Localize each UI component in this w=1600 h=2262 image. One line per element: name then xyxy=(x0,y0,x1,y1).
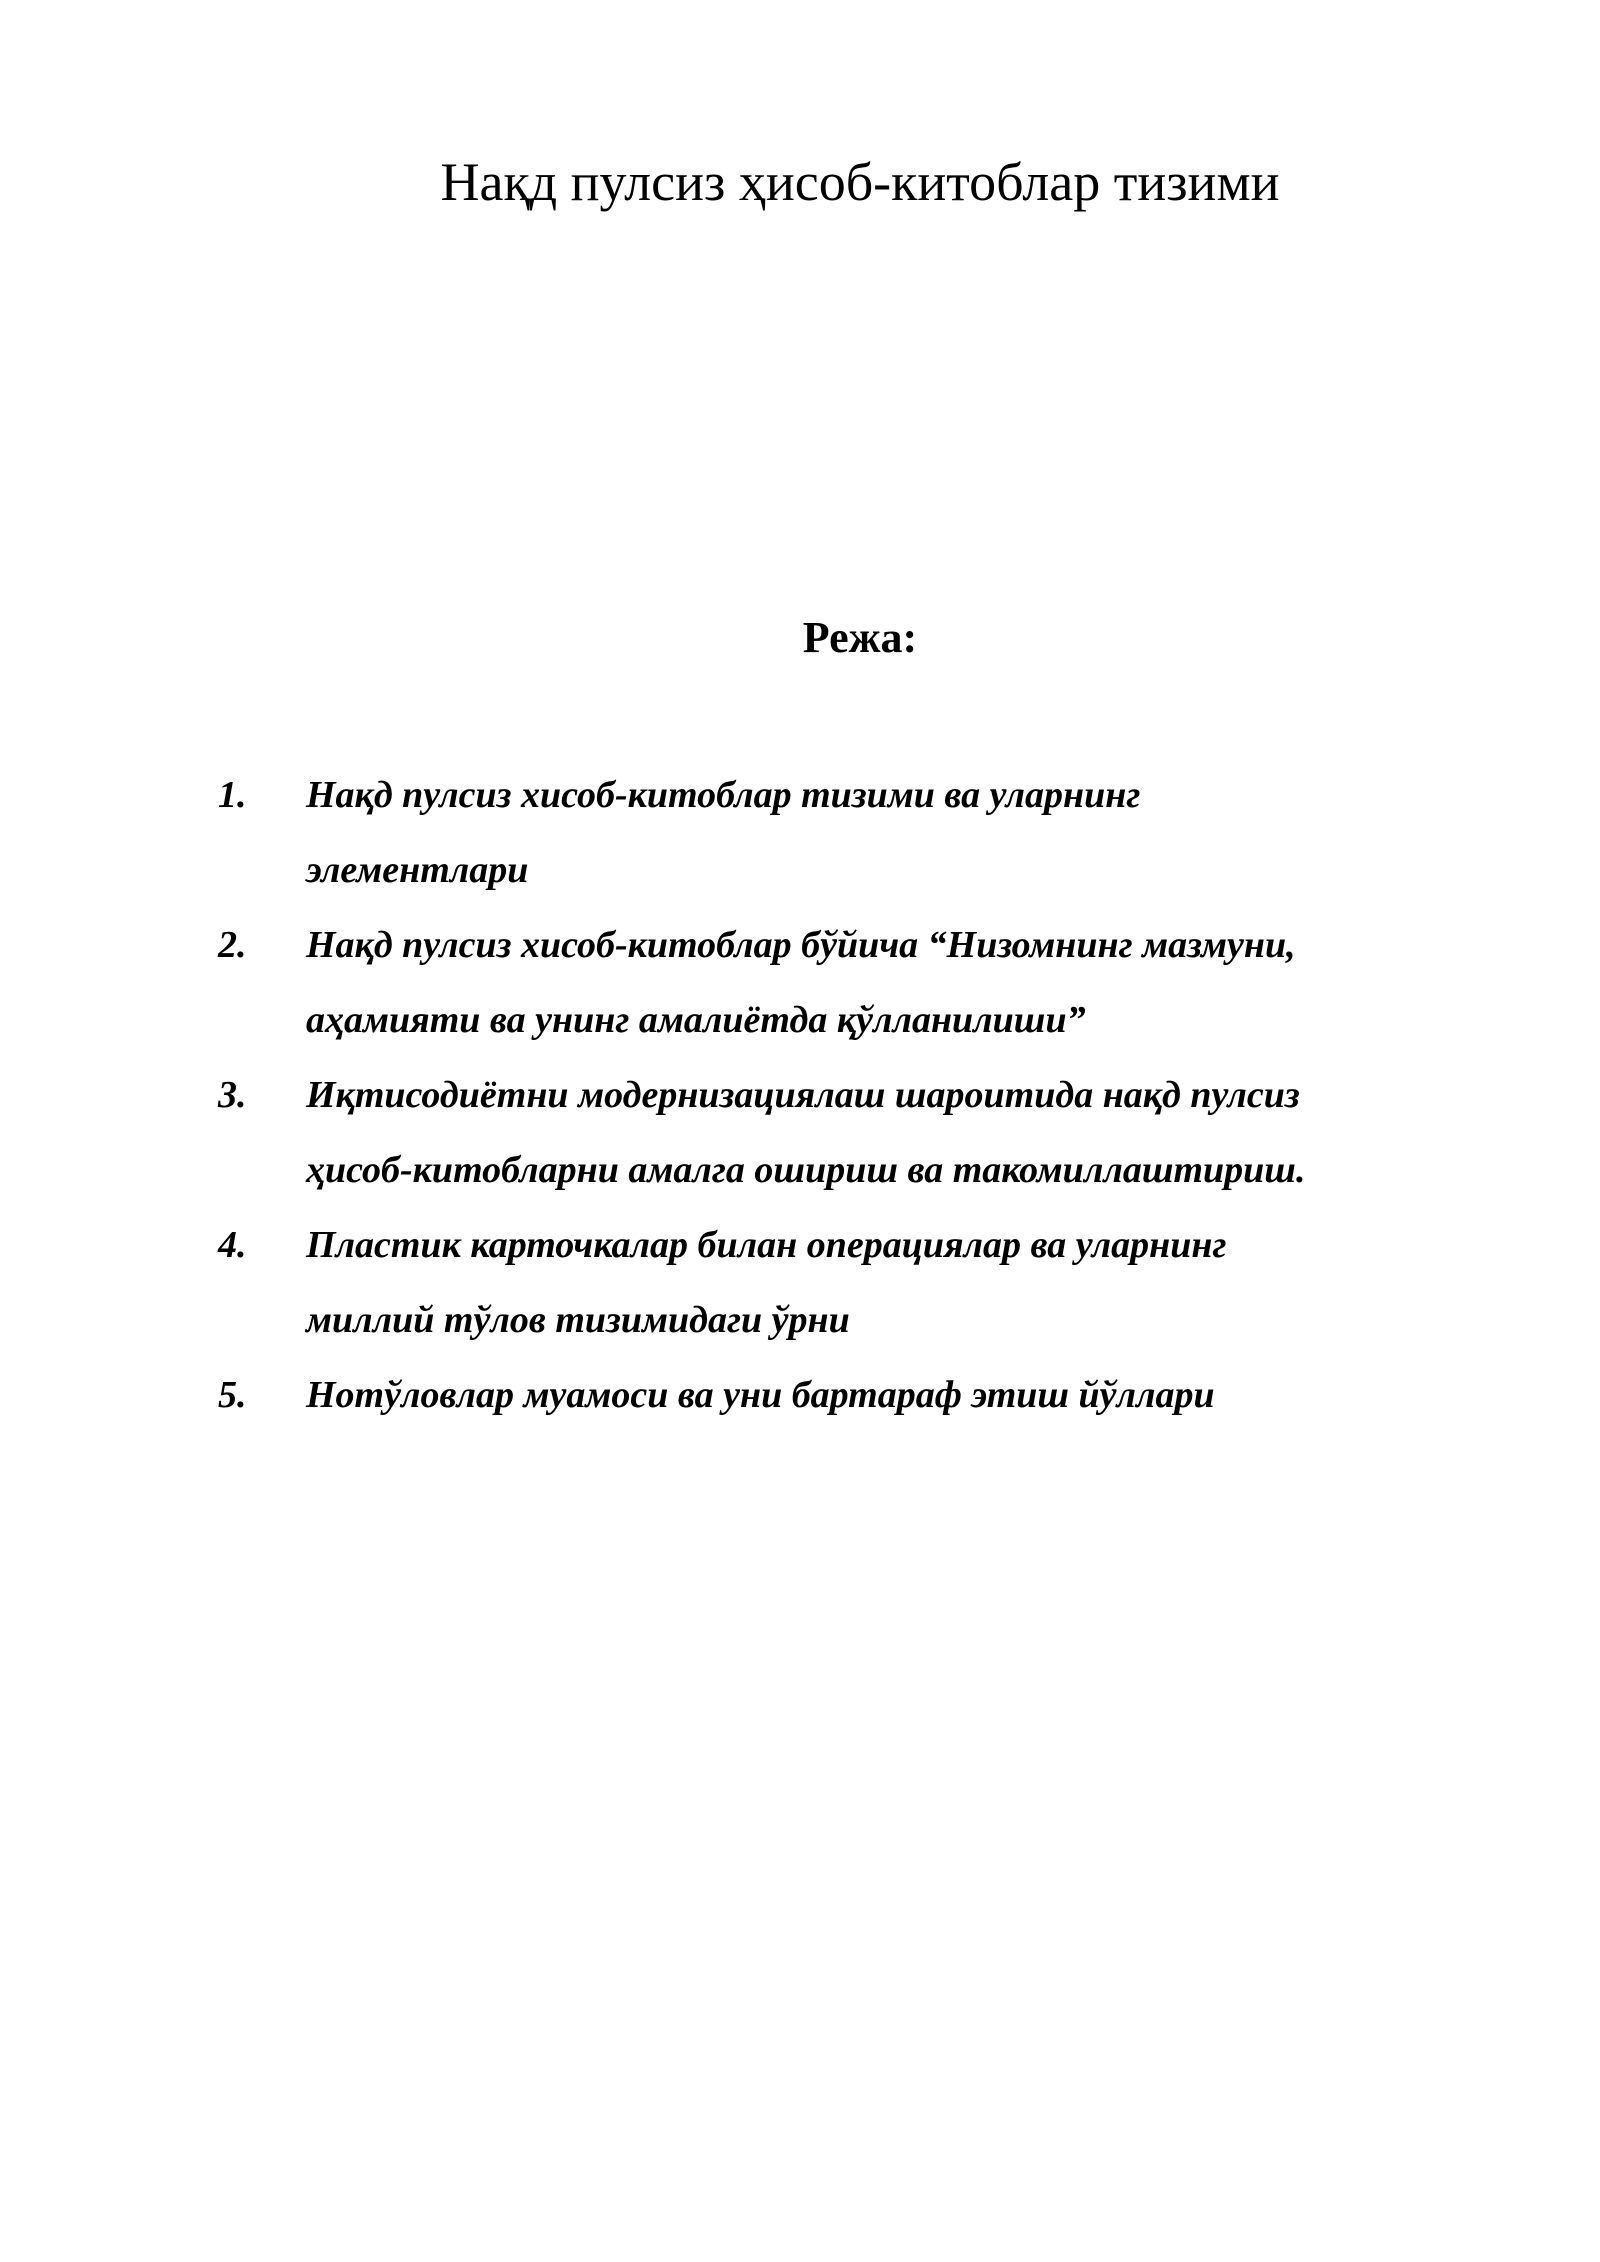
plan-item xyxy=(218,1358,1478,1433)
plan-item xyxy=(218,1208,1478,1358)
plan-item-number: 1. xyxy=(218,774,247,816)
plan-item-line: аҳамияти ва унинг амалиётда қўлланилиши” xyxy=(306,999,1086,1041)
plan-item-line: Нақд пулсиз хисоб-китоблар тизими ва уларнинг xyxy=(306,774,1141,816)
plan-heading: Режа: xyxy=(802,613,918,662)
plan-item-line: элементлари xyxy=(306,849,529,891)
plan-item-text xyxy=(306,758,1476,908)
plan-item-text xyxy=(306,1208,1476,1358)
plan-item-number: 3. xyxy=(218,1074,247,1116)
plan-item-line: Нотўловлар муамоси ва уни бартараф этиш йўллари xyxy=(306,1374,1215,1416)
plan-item-line: Нақд пулсиз хисоб-китоблар бўйича “Низомнинг мазмуни, xyxy=(306,924,1296,966)
plan-item-text xyxy=(306,908,1476,1058)
plan-item xyxy=(218,1058,1478,1208)
plan-item xyxy=(218,758,1478,908)
document-title: Нақд пулсиз ҳисоб-китоблар тизими xyxy=(440,152,1280,212)
plan-item-number: 2. xyxy=(218,924,247,966)
plan-item-number: 5. xyxy=(218,1374,247,1416)
plan-item xyxy=(218,908,1478,1058)
plan-item-line: Иқтисодиётни модернизациялаш шароитида нақд пулсиз xyxy=(306,1074,1300,1116)
plan-item-number: 4. xyxy=(218,1224,247,1266)
plan-item-line: Пластик карточкалар билан операциялар ва уларнинг xyxy=(306,1224,1227,1266)
plan-item-text xyxy=(306,1358,1476,1433)
plan-item-line: миллий тўлов тизимидаги ўрни xyxy=(306,1299,850,1341)
plan-list xyxy=(218,758,1478,1433)
plan-item-text xyxy=(306,1058,1476,1208)
plan-item-line: ҳисоб-китобларни амалга ошириш ва такомиллаштириш. xyxy=(306,1149,1306,1191)
